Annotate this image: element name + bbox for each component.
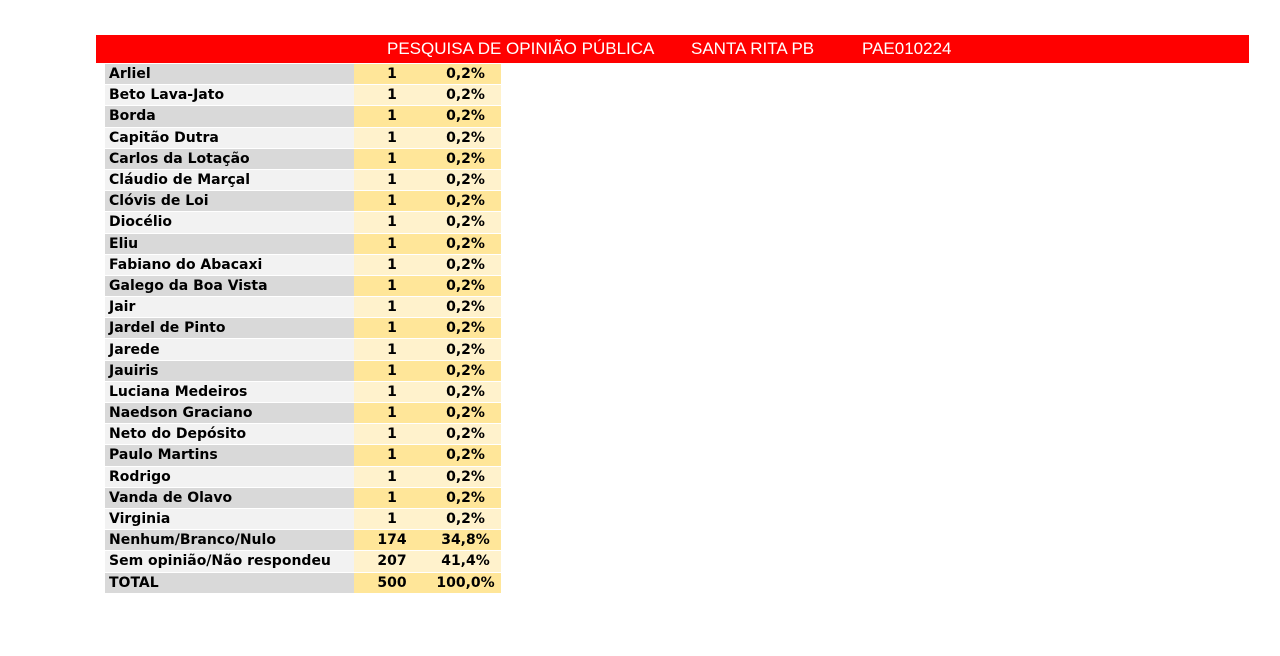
candidate-name: Fabiano do Abacaxi	[105, 254, 354, 275]
header-banner	[96, 35, 1249, 63]
candidate-name: Capitão Dutra	[105, 127, 354, 148]
vote-percent: 0,2%	[430, 318, 501, 339]
survey-code: PAE010224	[862, 39, 952, 58]
vote-percent: 0,2%	[430, 191, 501, 212]
table-row	[105, 106, 501, 127]
table-row	[105, 551, 501, 572]
vote-percent: 0,2%	[430, 233, 501, 254]
candidate-name: Jardel de Pinto	[105, 318, 354, 339]
vote-count: 1	[354, 403, 430, 424]
vote-percent: 0,2%	[430, 148, 501, 169]
vote-count: 1	[354, 148, 430, 169]
table-row	[105, 466, 501, 487]
vote-percent: 0,2%	[430, 339, 501, 360]
vote-count: 1	[354, 424, 430, 445]
table-row	[105, 381, 501, 402]
vote-count: 1	[354, 297, 430, 318]
vote-count: 1	[354, 127, 430, 148]
vote-percent: 100,0%	[430, 572, 501, 593]
vote-percent: 0,2%	[430, 381, 501, 402]
candidate-name: Galego da Boa Vista	[105, 275, 354, 296]
table-row	[105, 530, 501, 551]
survey-city: SANTA RITA PB	[691, 39, 815, 58]
candidate-name: Jair	[105, 297, 354, 318]
vote-percent: 0,2%	[430, 169, 501, 190]
candidate-name: Clóvis de Loi	[105, 191, 354, 212]
candidate-name: Cláudio de Marçal	[105, 169, 354, 190]
vote-percent: 41,4%	[430, 551, 501, 572]
table-row	[105, 191, 501, 212]
candidate-name: Carlos da Lotação	[105, 148, 354, 169]
vote-percent: 0,2%	[430, 212, 501, 233]
vote-count: 1	[354, 106, 430, 127]
vote-count: 1	[354, 212, 430, 233]
candidate-name: Borda	[105, 106, 354, 127]
vote-percent: 0,2%	[430, 106, 501, 127]
candidate-name: Eliu	[105, 233, 354, 254]
candidate-name: Jauiris	[105, 360, 354, 381]
table-row	[105, 148, 501, 169]
results-table-body	[105, 64, 501, 593]
candidate-name: Virginia	[105, 508, 354, 529]
candidate-name: Paulo Martins	[105, 445, 354, 466]
vote-percent: 0,2%	[430, 275, 501, 296]
vote-count: 174	[354, 530, 430, 551]
candidate-name: Neto do Depósito	[105, 424, 354, 445]
vote-count: 1	[354, 487, 430, 508]
table-row	[105, 64, 501, 85]
table-row	[105, 403, 501, 424]
vote-percent: 0,2%	[430, 254, 501, 275]
table-row	[105, 212, 501, 233]
table-row	[105, 127, 501, 148]
vote-percent: 0,2%	[430, 466, 501, 487]
vote-count: 1	[354, 318, 430, 339]
vote-percent: 0,2%	[430, 127, 501, 148]
table-row	[105, 297, 501, 318]
table-row	[105, 360, 501, 381]
table-row	[105, 339, 501, 360]
table-row	[105, 169, 501, 190]
vote-count: 1	[354, 339, 430, 360]
vote-percent: 0,2%	[430, 85, 501, 106]
vote-percent: 0,2%	[430, 64, 501, 85]
vote-count: 1	[354, 169, 430, 190]
vote-percent: 0,2%	[430, 508, 501, 529]
table-row	[105, 508, 501, 529]
vote-percent: 34,8%	[430, 530, 501, 551]
table-row	[105, 487, 501, 508]
candidate-name: Rodrigo	[105, 466, 354, 487]
candidate-name: Nenhum/Branco/Nulo	[105, 530, 354, 551]
table-row	[105, 572, 501, 593]
vote-percent: 0,2%	[430, 424, 501, 445]
table-row	[105, 275, 501, 296]
vote-count: 1	[354, 275, 430, 296]
vote-percent: 0,2%	[430, 445, 501, 466]
vote-count: 1	[354, 254, 430, 275]
candidate-name: TOTAL	[105, 572, 354, 593]
survey-title: PESQUISA DE OPINIÃO PÚBLICA	[387, 39, 655, 58]
vote-count: 1	[354, 233, 430, 254]
candidate-name: Luciana Medeiros	[105, 381, 354, 402]
vote-count: 1	[354, 466, 430, 487]
candidate-name: Naedson Graciano	[105, 403, 354, 424]
vote-percent: 0,2%	[430, 487, 501, 508]
candidate-name: Diocélio	[105, 212, 354, 233]
table-row	[105, 233, 501, 254]
table-row	[105, 85, 501, 106]
candidate-name: Vanda de Olavo	[105, 487, 354, 508]
vote-count: 1	[354, 445, 430, 466]
table-row	[105, 424, 501, 445]
vote-count: 1	[354, 85, 430, 106]
vote-percent: 0,2%	[430, 297, 501, 318]
candidate-name: Jarede	[105, 339, 354, 360]
vote-count: 207	[354, 551, 430, 572]
vote-percent: 0,2%	[430, 360, 501, 381]
vote-count: 1	[354, 191, 430, 212]
vote-count: 1	[354, 508, 430, 529]
results-table	[105, 64, 501, 594]
candidate-name: Sem opinião/Não respondeu	[105, 551, 354, 572]
vote-count: 1	[354, 381, 430, 402]
vote-count: 1	[354, 64, 430, 85]
vote-count: 500	[354, 572, 430, 593]
candidate-name: Beto Lava-Jato	[105, 85, 354, 106]
table-row	[105, 254, 501, 275]
table-row	[105, 318, 501, 339]
table-row	[105, 445, 501, 466]
vote-count: 1	[354, 360, 430, 381]
vote-percent: 0,2%	[430, 403, 501, 424]
candidate-name: Arliel	[105, 64, 354, 85]
